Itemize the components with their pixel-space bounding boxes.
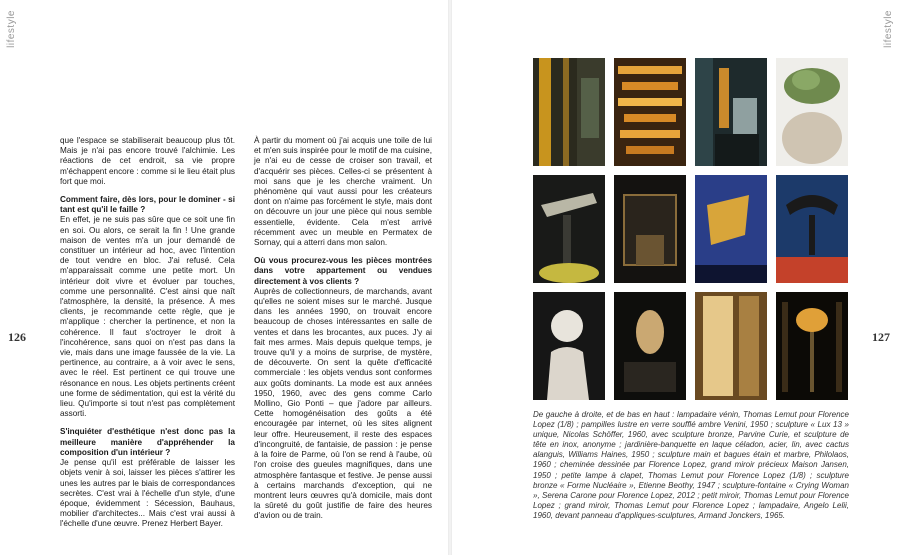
hand-sculpture-photo-icon: [533, 175, 605, 283]
small-lamp-photo-icon: [695, 175, 767, 283]
fireplace-photo-icon: [614, 175, 686, 283]
chandelier-photo-icon: [614, 58, 686, 166]
page-gutter: [448, 0, 452, 555]
text-column-1: [60, 136, 235, 530]
question-2: S'inquiéter d'esthétique n'est donc pas la meilleure manière d'appréhender la composition d'un intérieur ?: [60, 427, 235, 457]
photo-grid: [533, 58, 849, 400]
mirror-small-photo-icon: [614, 292, 686, 400]
floor-lamp-photo-icon: [776, 292, 848, 400]
answer-3: Auprès de collectionneurs, de marchands, avant qu'elles ne soient mises sur le marché. Jusque dans les années 1990, on trouvait encore beaucoup de choses intéressantes en salle de ventes et dans les brocantes, aux puces. J'y ai fait mes armes. Mais depuis quelque temps, je trouve qu'il y a moins de surprise, de mystère, de découverte. On sent la quête d'efficacité commerciale : les objets vendus sont conformes aux goûts dominants. La mode est aux années 1950, 1960, avec des gens comme Carlo Mollino, Gio Ponti – que j'adore par ailleurs. Cette homogénéisation des goûts a été encouragée par internet, où les sites alignent leur offre. Heureusement, il reste des espaces d'incongruité, de fantaisie, de passion : je pense à la foire de Parme, où l'on se rend à l'aube, où l'on croise des gueules magnifiques, dans une atmosphère fantasque et festive. Je pense aussi à certains marchands d'exception, qui ne montrent leurs œuvres qu'à domicile, mais dont la sûreté du goût justifie de faire des heures d'avion ou de train.: [254, 286, 432, 521]
page-number-right: 127: [872, 330, 890, 344]
text-column-2: [254, 136, 432, 522]
question-1: Comment faire, dès lors, pour le dominer - si tant est qu'il le faille ?: [60, 195, 235, 215]
mirror-large-photo-icon: [695, 292, 767, 400]
answer-1: En effet, je ne suis pas sûre que ce soit une fin en soi. Ou alors, ce serait la fin ! Une grande maison de ventes m'a un jour demandé de constituer un intérieur ad hoc, avec l'intention de tout vendre en bloc. J'ai refusé. Cela m'apparaissait comme une petite mort. Un intérieur doit vivre et évoluer par touches, comme une personnalité. C'est ainsi que naît l'atmosphère, la densité, la présence. À mes clients, je recommande cette règle, que je m'applique : chercher la pertinence, et non la cohérence. Il faut s'octroyer le droit à l'incohérence, sans quoi on n'est pas dans la vie, mais dans une image faussée de la vie. La pertinence, au contraire, a à voir avec le sens, avec le réel. Est pertinent ce qui trouve une résonance en nous. Les objets pertinents créent une forme de sédimentation, qui est la vérité du lieu. Qu'importe si tout n'est pas complètement assorti.: [60, 215, 235, 419]
lamp-photo-icon: [533, 58, 605, 166]
paragraph-intro: que l'espace se stabiliserait beaucoup plus tôt. Mais je n'ai pas encore trouvé l'alchimie. Les réactions de cet endroit, sa vie propre m'échappent encore : comme si le lieu était plus fort que moi.: [60, 136, 235, 186]
paragraph-continued: À partir du moment où j'ai acquis une toile de lui et m'en suis inspirée pour le motif de ma cuisine, je n'ai eu de cesse de croiser son travail, et d'acquérir ses pièces. Celles-ci se présentent à moi sans que je les cherche vraiment. Un phénomène qui vaut aussi pour les créateurs dont on n'aime pas forcément le style, mais dont on découvre un jour une pièce qui nous semble essentielle, évidente. Cela m'est arrivé récemment avec un meuble en Permatex de Sornay, qui a atterri dans mon salon.: [254, 136, 432, 248]
section-label-left: lifestyle: [6, 10, 17, 48]
plant-photo-icon: [776, 58, 848, 166]
bust-photo-icon: [533, 292, 605, 400]
photo-caption: De gauche à droite, et de bas en haut : lampadaire vénin, Thomas Lemut pour Florence Lopez (1/8) ; pampilles lustre en verre soufflé ambre Venini, 1950 ; sculpture « Lux 13 » unique, Nicolas Schöffer, 1960, avec sculpture bronze, Parvine Curie, et sculpture de tête en inox, anonyme ; jardinière-banquette en laque céladon, acier, lin, avec cactus alanguis, Williams Haines, 1950 ; sculpture main et bagues étain et marbre, Philolaos, 1960 ; cheminée dessinée par Florence Lopez, grand miroir précieux Maison Jansen, 1950 ; petite lampe à clapet, Thomas Lemut pour Florence Lopez (1/8) ; sculpture bronze « Forme Nucléaire », Etienne Beothy, 1947 ; sculpture-fontaine « Crying Woman », Serena Carone pour Florence Lopez, 2012 ; petit miroir, Thomas Lemut pour Florence Lopez ; grand miroir, Thomas Lemut pour Florence Lopez ; lampadaire, Angelo Lelii, 1960, devant panneau d'appliques-sculptures, Armand Jonckers, 1965.: [533, 410, 849, 520]
question-3: Où vous procurez-vous les pièces montrées dans votre appartement ou vendues directement à vos clients ?: [254, 256, 432, 286]
bronze-form-photo-icon: [776, 175, 848, 283]
page-number-left: 126: [8, 330, 26, 344]
sculpture-photo-icon: [695, 58, 767, 166]
section-label-right: lifestyle: [883, 10, 894, 48]
answer-2: Je pense qu'il est préférable de laisser les objets venir à soi, laisser les pièces s'attirer les unes les autres par le biais de correspondances secrètes. C'est vrai à l'échelle d'un style, d'une époque, évidemment : Sécession, Bauhaus, mobilier d'architectes... Mais c'est vrai aussi à l'échelle d'une œuvre. Prenez Herbert Bayer.: [60, 458, 235, 529]
